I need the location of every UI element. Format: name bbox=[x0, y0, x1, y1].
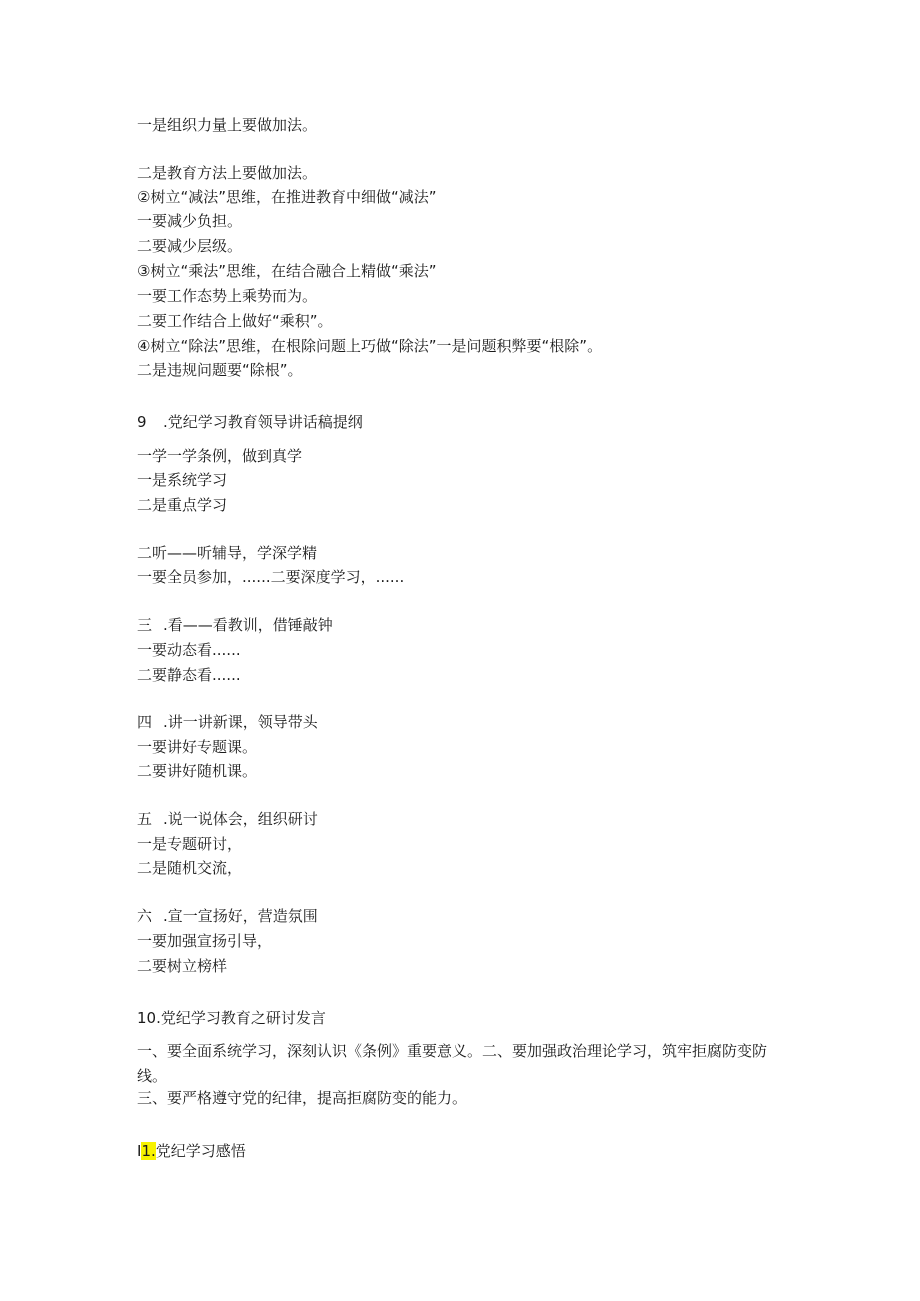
paragraph: 一要动态看...... bbox=[137, 641, 241, 659]
subheading: 二听——听辅导，学深学精 bbox=[137, 544, 318, 562]
section-heading bbox=[137, 412, 363, 432]
paragraph: 一是专题研讨， bbox=[137, 835, 243, 853]
item-number: 三 bbox=[137, 616, 153, 634]
paragraph: 一要加强宣扬引导， bbox=[137, 932, 273, 950]
heading-prefix: I bbox=[137, 1142, 142, 1160]
subheading bbox=[137, 712, 318, 732]
paragraph: 二要工作结合上做好“乘积”。 bbox=[137, 312, 333, 330]
paragraph: 二是教育方法上要做加法。 bbox=[137, 164, 318, 182]
item-title: .说一说体会，组织研讨 bbox=[163, 810, 318, 828]
item-number: 五 bbox=[137, 810, 153, 828]
paragraph: 二是违规问题要“除根”。 bbox=[137, 361, 303, 379]
item-number: 六 bbox=[137, 907, 153, 925]
paragraph: 一要讲好专题课。 bbox=[137, 738, 258, 756]
section-heading bbox=[137, 1141, 246, 1161]
paragraph: 一是系统学习 bbox=[137, 471, 228, 489]
paragraph: 一、要全面系统学习，深刻认识《条例》重要意义。二、要加强政治理论学习，筑牢拒腐防变防线。 bbox=[137, 1042, 768, 1085]
paragraph: ③树立“乘法”思维，在结合融合上精做“乘法” bbox=[137, 262, 437, 280]
subheading bbox=[137, 906, 318, 926]
paragraph: 二是随机交流， bbox=[137, 859, 243, 877]
subheading bbox=[137, 809, 318, 829]
item-title: .宣一宣扬好，营造氛围 bbox=[163, 907, 318, 925]
paragraph: 一要减少负担。 bbox=[137, 212, 243, 230]
heading-title: .党纪学习教育领导讲话稿提纲 bbox=[163, 413, 363, 431]
section-heading: 10.党纪学习教育之研讨发言 bbox=[137, 1009, 326, 1027]
paragraph: 一是组织力量上要做加法。 bbox=[137, 116, 318, 134]
heading-title: 党纪学习感悟 bbox=[155, 1142, 246, 1160]
paragraph: 一要全员参加，......二要深度学习，...... bbox=[137, 568, 405, 586]
paragraph: 二要讲好随机课。 bbox=[137, 762, 258, 780]
item-title: .讲一讲新课，领导带头 bbox=[163, 713, 318, 731]
heading-number: 9 bbox=[137, 413, 147, 431]
subheading bbox=[137, 615, 333, 635]
paragraph: 一要工作态势上乘势而为。 bbox=[137, 287, 318, 305]
paragraph: 三、要严格遵守党的纪律，提高拒腐防变的能力。 bbox=[137, 1089, 468, 1107]
paragraph: ②树立“减法”思维，在推进教育中细做“减法” bbox=[137, 188, 437, 206]
item-number: 四 bbox=[137, 713, 153, 731]
paragraph: 二要静态看...... bbox=[137, 666, 241, 684]
paragraph: 二要减少层级。 bbox=[137, 237, 243, 255]
subheading: 一学一学条例，做到真学 bbox=[137, 447, 303, 465]
paragraph: ④树立“除法”思维，在根除问题上巧做“除法”一是问题积弊要“根除”。 bbox=[137, 337, 603, 355]
highlighted-number: 1. bbox=[141, 1142, 156, 1160]
paragraph: 二是重点学习 bbox=[137, 496, 228, 514]
item-title: .看——看教训，借锤敲钟 bbox=[163, 616, 333, 634]
paragraph: 二要树立榜样 bbox=[137, 957, 228, 975]
